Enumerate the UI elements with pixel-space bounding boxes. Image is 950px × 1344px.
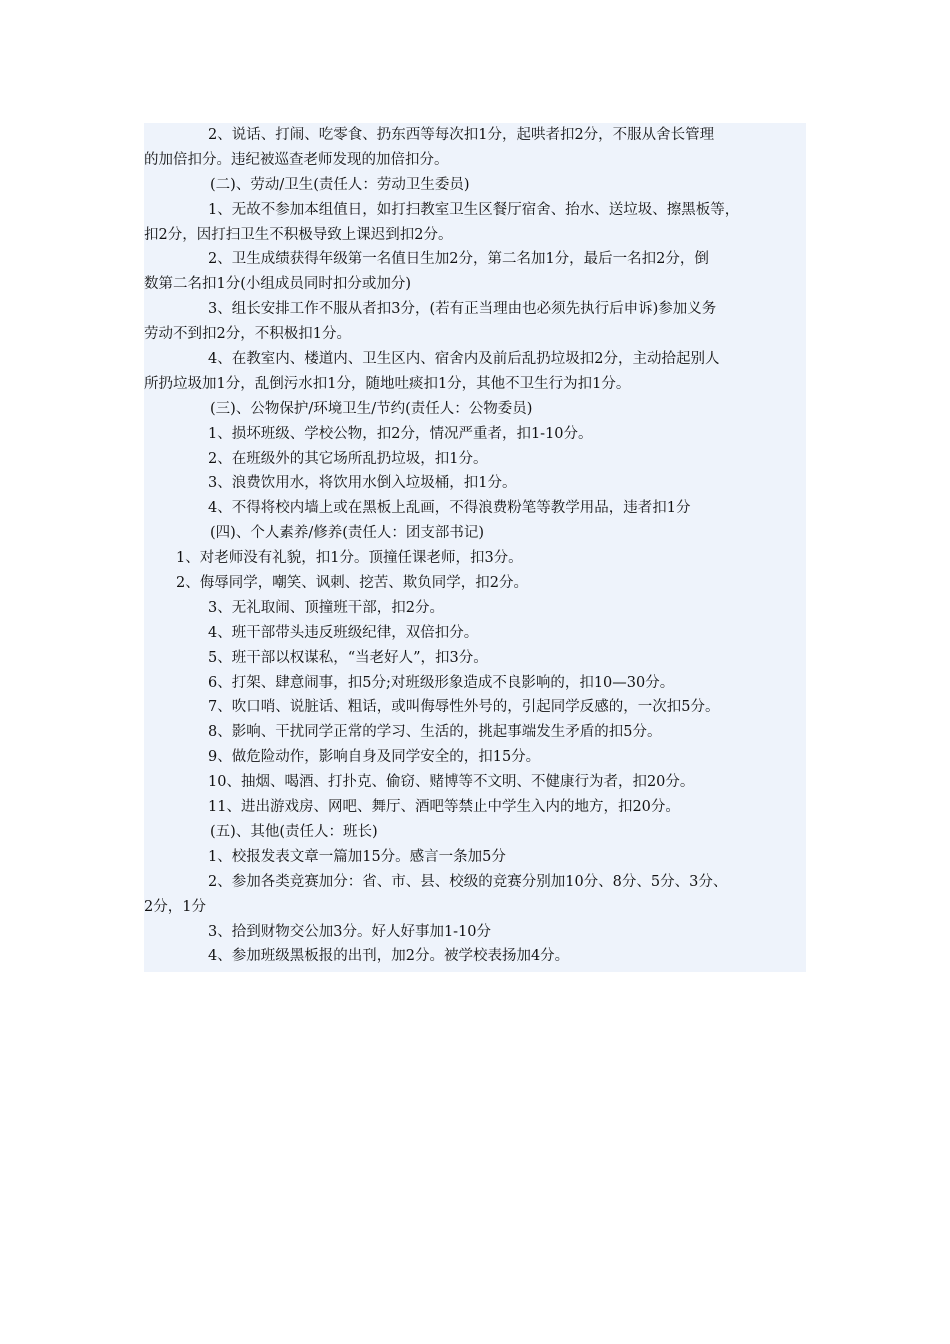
paragraph-line: 4、班干部带头违反班级纪律，双倍扣分。 [208,624,479,641]
section-heading: (四)、个人素养/修养(责任人：团支部书记) [210,525,485,542]
paragraph-line: 6、打架、肆意闹事，扣5分;对班级形象造成不良影响的，扣10—30分。 [208,674,675,691]
section-heading: (五)、其他(责任人：班长) [210,823,378,840]
paragraph-line: 2、卫生成绩获得年级第一名值日生加2分，第二名加1分，最后一名扣2分，倒 [208,251,709,268]
section-heading: (二)、劳动/卫生(责任人：劳动卫生委员) [210,176,470,193]
paragraph-line: 1、对老师没有礼貌，扣1分。顶撞任课老师，扣3分。 [176,550,523,567]
paragraph-line: 4、参加班级黑板报的出刊，加2分。被学校表扬加4分。 [208,948,570,965]
paragraph-line: 扣2分，因打扫卫生不积极导致上课迟到扣2分。 [144,226,453,243]
paragraph-line: 3、浪费饮用水，将饮用水倒入垃圾桶，扣1分。 [208,475,517,492]
paragraph-line: 10、抽烟、喝酒、打扑克、偷窃、赌博等不文明、不健康行为者，扣20分。 [208,774,695,791]
section-heading: (三)、公物保护/环境卫生/节约(责任人：公物委员) [210,400,533,417]
paragraph-line: 的加倍扣分。违纪被巡查老师发现的加倍扣分。 [144,151,449,168]
paragraph-line: 2、参加各类竞赛加分：省、市、县、校级的竞赛分别加10分、8分、5分、3分、 [208,873,728,890]
paragraph-line: 1、无故不参加本组值日，如打扫教室卫生区餐厅宿舍、抬水、送垃圾、擦黑板等， [208,201,740,218]
paragraph-line: 数第二名扣1分(小组成员同时扣分或加分) [144,276,412,293]
paragraph-line: 2、在班级外的其它场所乱扔垃圾，扣1分。 [208,450,488,467]
paragraph-line: 8、影响、干扰同学正常的学习、生活的，挑起事端发生矛盾的扣5分。 [208,724,662,741]
paragraph-line: 4、在教室内、楼道内、卫生区内、宿舍内及前后乱扔垃圾扣2分，主动拾起别人 [208,351,720,368]
paragraph-line: 所扔垃圾加1分，乱倒污水扣1分，随地吐痰扣1分，其他不卫生行为扣1分。 [144,375,631,392]
paragraph-line: 11、进出游戏房、网吧、舞厅、酒吧等禁止中学生入内的地方，扣20分。 [208,799,680,816]
paragraph-line: 7、吹口哨、说脏话、粗话，或叫侮辱性外号的，引起同学反感的，一次扣5分。 [208,699,720,716]
paragraph-line: 1、损坏班级、学校公物，扣2分，情况严重者，扣1-10分。 [208,425,593,442]
paragraph-line: 2、侮辱同学，嘲笑、讽刺、挖苦、欺负同学，扣2分。 [176,575,528,592]
paragraph-line: 3、组长安排工作不服从者扣3分，(若有正当理由也必须先执行后申诉)参加义务 [208,301,717,318]
paragraph-line: 2、说话、打闹、吃零食、扔东西等每次扣1分，起哄者扣2分，不服从舍长管理 [208,127,715,143]
document-body [144,123,806,972]
paragraph-line: 3、拾到财物交公加3分。好人好事加1-10分 [208,923,492,940]
paragraph-line: 5、班干部以权谋私，“当老好人”，扣3分。 [208,649,488,666]
paragraph-line: 3、无礼取闹、顶撞班干部，扣2分。 [208,599,444,616]
paragraph-line: 4、不得将校内墙上或在黑板上乱画，不得浪费粉笔等教学用品，违者扣1分 [208,500,691,517]
paragraph-line: 劳动不到扣2分，不积极扣1分。 [144,326,351,343]
paragraph-line: 9、做危险动作，影响自身及同学安全的，扣15分。 [208,749,541,766]
paragraph-line: 2分，1分 [144,898,206,915]
paragraph-line: 1、校报发表文章一篇加15分。感言一条加5分 [208,848,506,865]
